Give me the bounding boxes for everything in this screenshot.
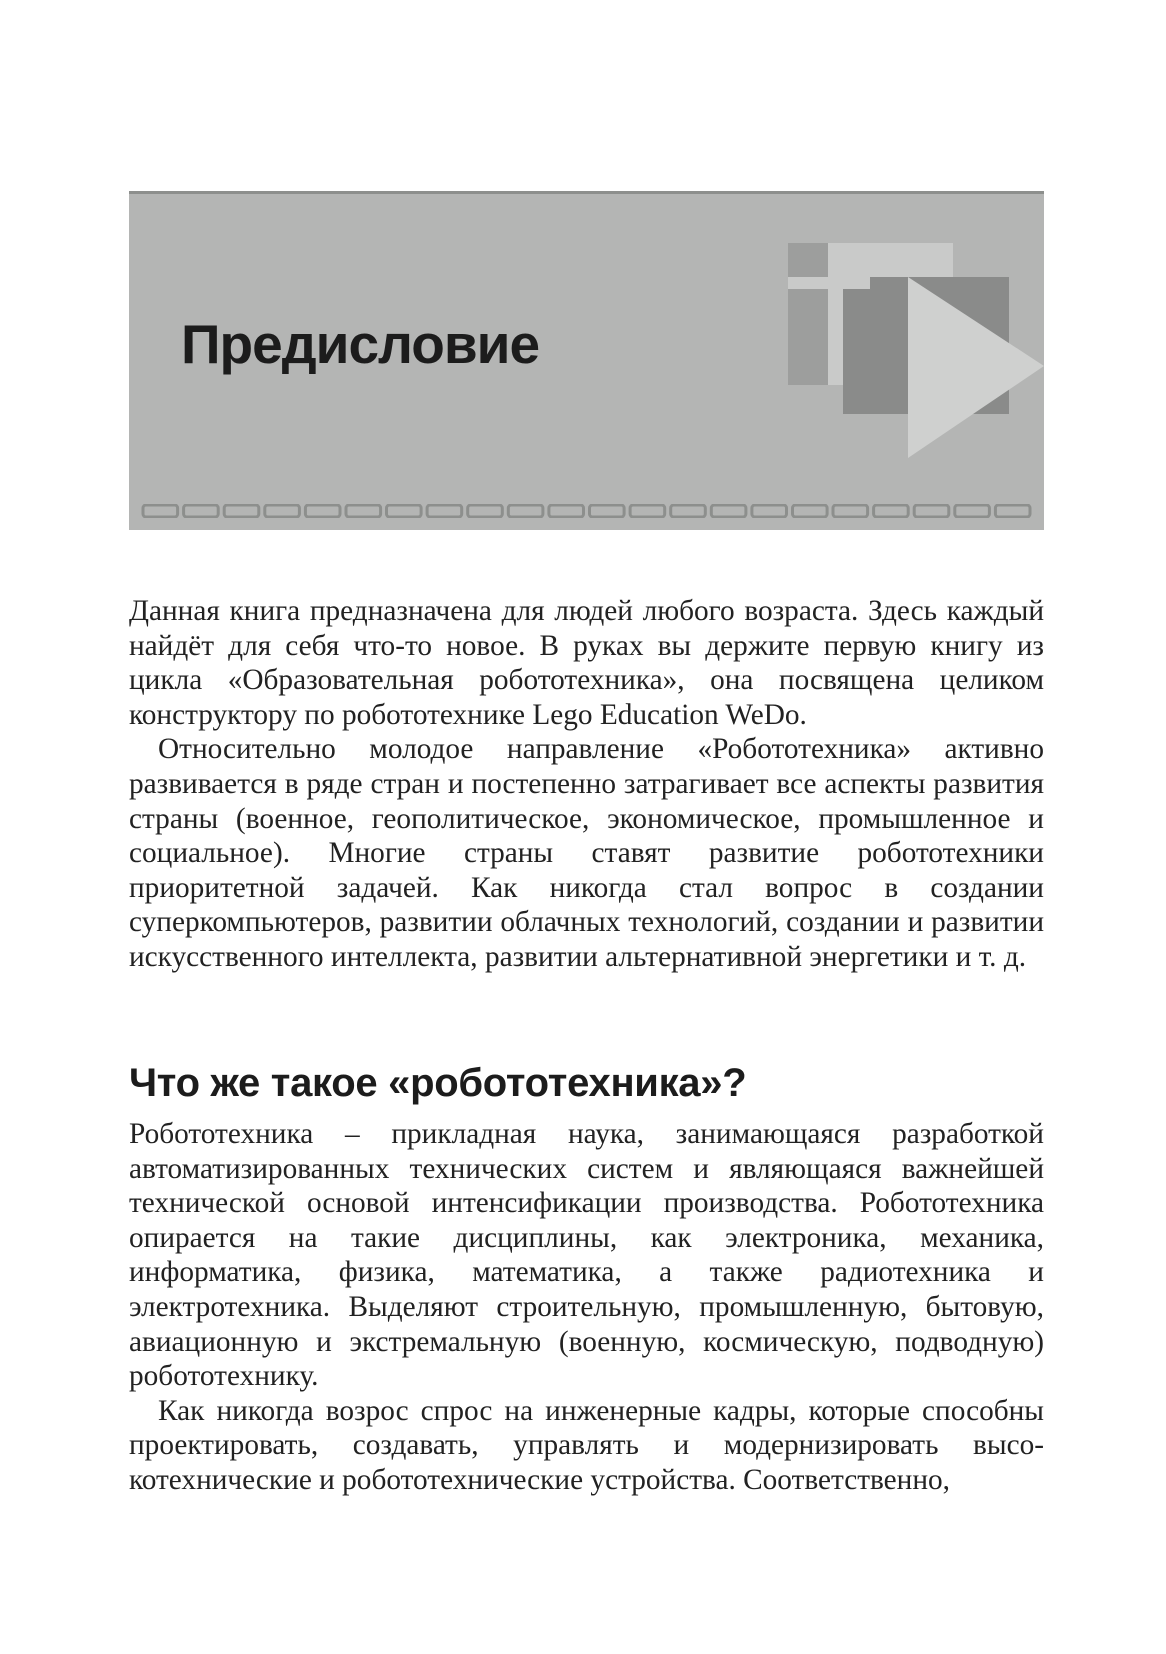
banner-dash xyxy=(346,505,381,517)
banner-dash xyxy=(549,505,584,517)
section-paragraph-1: Робототехника – прикладная наука, занимающаяся разработкой автоматизированных технических систем и являющаяся важнейшей технической основой интенсификации производства. Робототехника опирается на такие дисциплины, как электроника, механика, информатика, физика, математика, а также радиотехника и электротехника. Выделяют строительную, промышленную, бытовую, авиационную и экстремальную (военную, космическую, подводную) робототехнику. xyxy=(129,1118,1044,1393)
intro-paragraph-1: Данная книга предназначена для людей любого возраста. Здесь каждый найдёт для себя что-то новое. В руках вы держите первую книгу из цикла «Образовательная робототехника», она посвящена целиком конструктору по робототехнике Lego Education WeDo. xyxy=(129,595,1044,731)
banner-dash xyxy=(143,505,178,517)
banner-dash xyxy=(427,505,462,517)
banner-dash xyxy=(630,505,665,517)
banner-dash xyxy=(590,505,625,517)
intro-text xyxy=(129,594,1044,975)
banner-dash xyxy=(184,505,219,517)
banner-dash xyxy=(265,505,300,517)
banner-dash xyxy=(995,505,1030,517)
banner-dash xyxy=(508,505,543,517)
chapter-title: Предисловие xyxy=(181,313,540,375)
section-text xyxy=(129,1117,1044,1498)
banner-block-bar xyxy=(788,277,870,289)
banner-dash xyxy=(671,505,706,517)
banner-dash xyxy=(711,505,746,517)
intro-paragraph-2: Относительно молодое направление «Робототехника» активно развивается в ряде стран и постепенно затрагивает все аспекты развития страны (военное, геополитическое, экономическое, промышленное и социальное). Многие страны ставят развитие робототехники приоритетной задачей. Как никогда стал вопрос в создании суперкомпьютеров, развитии облачных технологий, создании и развитии искусственного интеллекта, развитии альтернативной энергетики и т. д. xyxy=(129,733,1044,973)
banner-dash xyxy=(224,505,259,517)
banner-dash xyxy=(914,505,949,517)
banner-dash xyxy=(468,505,503,517)
chapter-banner xyxy=(129,191,1044,530)
banner-dash xyxy=(874,505,909,517)
section-heading: Что же такое «робототехника»? xyxy=(129,1061,747,1105)
banner-dash xyxy=(955,505,990,517)
banner-dash-strip xyxy=(141,504,1034,518)
section-paragraph-2: Как никогда возрос спрос на инженерные кадры, которые способны проектировать, создавать, управлять и модернизировать высокотехнические и робототехнические устройства. Соответственно, xyxy=(129,1394,1044,1496)
banner-block-mid xyxy=(788,243,828,385)
banner-dash xyxy=(752,505,787,517)
banner-dash xyxy=(793,505,828,517)
banner-dash xyxy=(305,505,340,517)
banner-dash xyxy=(387,505,422,517)
banner-dash xyxy=(833,505,868,517)
